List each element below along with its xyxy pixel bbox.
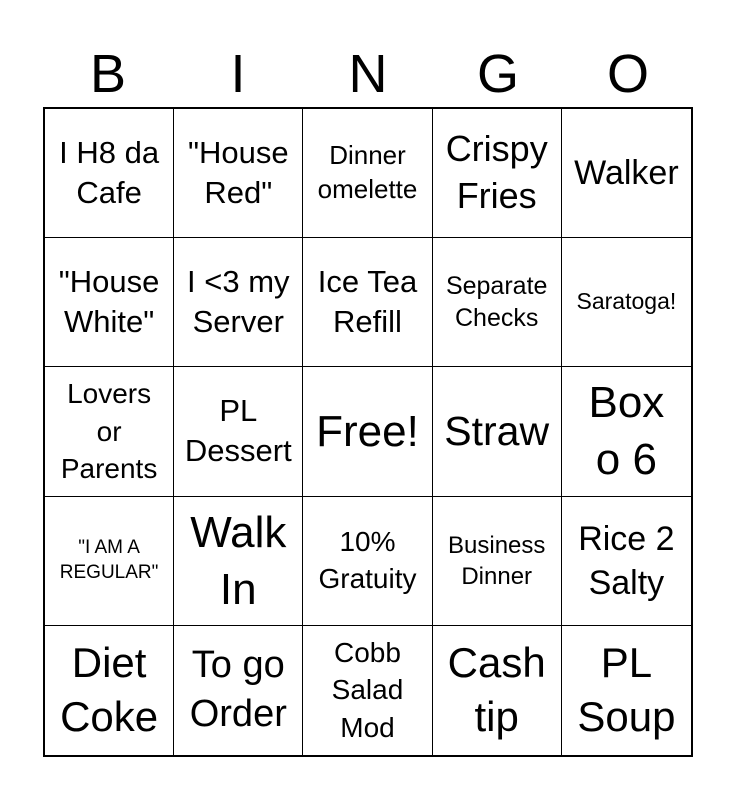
bingo-cell-text: Straw (444, 407, 550, 454)
bingo-cell-r2-c1[interactable] (45, 238, 174, 367)
header-letter-i: I (230, 44, 246, 104)
bingo-cell-r1-c2[interactable] (174, 109, 303, 238)
bingo-cell-r4-c5[interactable] (562, 497, 691, 626)
bingo-cell-text: I <3 my Server (187, 263, 290, 340)
bingo-cell-r4-c1[interactable] (45, 497, 174, 626)
bingo-cell-text: PL Dessert (184, 393, 292, 469)
header-letter-g: G (476, 44, 519, 104)
bingo-cell-text: Separate Checks (445, 271, 548, 333)
bingo-board (43, 107, 693, 757)
bingo-cell-text: Ice Tea Refill (317, 263, 418, 340)
bingo-cell-text: 10% Gratuity (318, 526, 417, 594)
bingo-cell-r2-c2[interactable] (174, 238, 303, 367)
bingo-cell-text: "House Red" (187, 134, 289, 211)
bingo-cell-r3-c5[interactable] (562, 367, 691, 496)
bingo-cell-text: PL Soup (577, 638, 676, 741)
bingo-cell-r3-c3[interactable] (303, 367, 432, 496)
bingo-cell-text: Cobb Salad Mod (331, 636, 404, 744)
bingo-cell-r5-c5[interactable] (562, 626, 691, 755)
header-letter-n: N (348, 44, 388, 104)
bingo-cell-r5-c4[interactable] (433, 626, 562, 755)
bingo-cell-text: "I AM A REGULAR" (59, 537, 159, 583)
bingo-cell-r2-c4[interactable] (433, 238, 562, 367)
bingo-cell-r4-c3[interactable] (303, 497, 432, 626)
header-letter-b: B (89, 44, 127, 104)
bingo-cell-text: Business Dinner (448, 531, 546, 590)
bingo-cell-text: Walk In (190, 507, 287, 614)
bingo-cell-r5-c2[interactable] (174, 626, 303, 755)
bingo-cell-r5-c3[interactable] (303, 626, 432, 755)
header-letter-o: O (606, 44, 649, 104)
bingo-cell-r4-c2[interactable] (174, 497, 303, 626)
bingo-cell-text: Box o 6 (588, 378, 665, 485)
bingo-cell-r1-c3[interactable] (303, 109, 432, 238)
bingo-cell-text: Crispy Fries (445, 128, 548, 217)
bingo-cell-r4-c4[interactable] (433, 497, 562, 626)
bingo-cell-text: "House White" (58, 263, 160, 340)
bingo-cell-text: Saratoga! (576, 288, 677, 315)
bingo-cell-r1-c4[interactable] (433, 109, 562, 238)
bingo-cell-r2-c5[interactable] (562, 238, 691, 367)
bingo-cell-text: Walker (574, 154, 679, 192)
bingo-cell-text: Dinner omelette (317, 140, 418, 205)
bingo-cell-r1-c5[interactable] (562, 109, 691, 238)
bingo-cell-text: Lovers or Parents (60, 377, 158, 485)
bingo-cell-text: Rice 2 Salty (578, 519, 675, 602)
bingo-header (43, 40, 693, 108)
bingo-cell-text: I H8 da Cafe (59, 134, 160, 211)
bingo-cell-r5-c1[interactable] (45, 626, 174, 755)
bingo-cell-r3-c4[interactable] (433, 367, 562, 496)
bingo-cell-text: Diet Coke (60, 638, 159, 741)
bingo-cell-r2-c3[interactable] (303, 238, 432, 367)
bingo-cell-r3-c2[interactable] (174, 367, 303, 496)
bingo-cell-r1-c1[interactable] (45, 109, 174, 238)
bingo-cell-text: To go Order (189, 644, 287, 736)
bingo-cell-text: Free! (316, 406, 419, 456)
bingo-cell-r3-c1[interactable] (45, 367, 174, 496)
bingo-cell-text: Cash tip (447, 638, 546, 741)
